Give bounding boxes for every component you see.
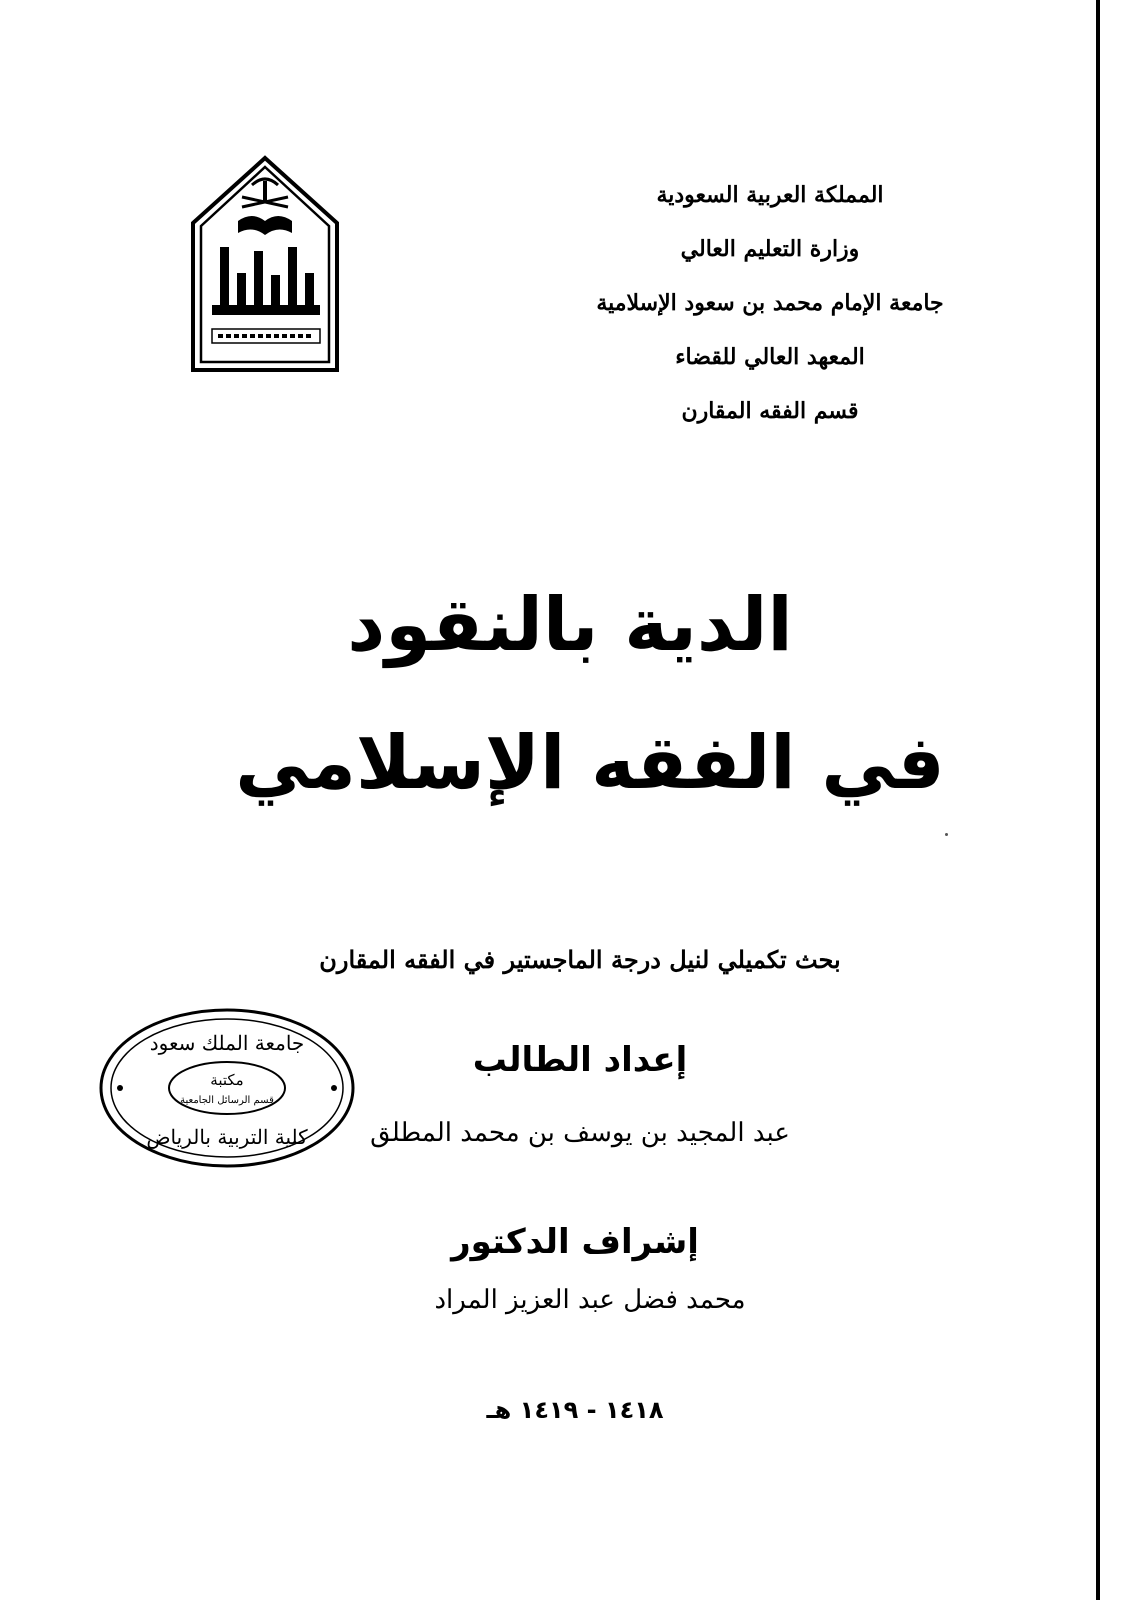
university-logo	[190, 155, 340, 373]
thesis-title-line-1: الدية بالنقود	[347, 582, 793, 668]
stamp-center-text: مكتبة	[210, 1071, 244, 1089]
header-line-ministry: وزارة التعليم العالي	[680, 236, 860, 262]
scan-speck	[945, 833, 948, 836]
stamp-bottom-text: كلية التربية بالرياض	[146, 1125, 308, 1149]
stamp-center-subtext: قسم الرسائل الجامعية	[180, 1095, 274, 1106]
student-label: إعداد الطالب	[472, 1040, 688, 1080]
header-line-university: جامعة الإمام محمد بن سعود الإسلامية	[596, 290, 944, 316]
header-line-country: المملكة العربية السعودية	[656, 182, 884, 208]
header-line-department: قسم الفقه المقارن	[681, 398, 859, 424]
hijri-date: ١٤١٨ - ١٤١٩ هـ	[486, 1396, 664, 1424]
header-line-institute: المعهد العالي للقضاء	[675, 344, 865, 370]
stamp-top-text: جامعة الملك سعود	[149, 1031, 305, 1055]
student-name: عبد المجيد بن يوسف بن محمد المطلق	[370, 1118, 790, 1148]
thesis-purpose: بحث تكميلي لنيل درجة الماجستير في الفقه المقارن	[319, 945, 841, 974]
institution-header	[560, 168, 980, 438]
thesis-title-line-2: في الفقه الإسلامي	[235, 720, 945, 806]
supervisor-name: محمد فضل عبد العزيز المراد	[434, 1285, 746, 1315]
library-stamp	[98, 1006, 356, 1170]
supervisor-label: إشراف الدكتور	[451, 1222, 699, 1262]
